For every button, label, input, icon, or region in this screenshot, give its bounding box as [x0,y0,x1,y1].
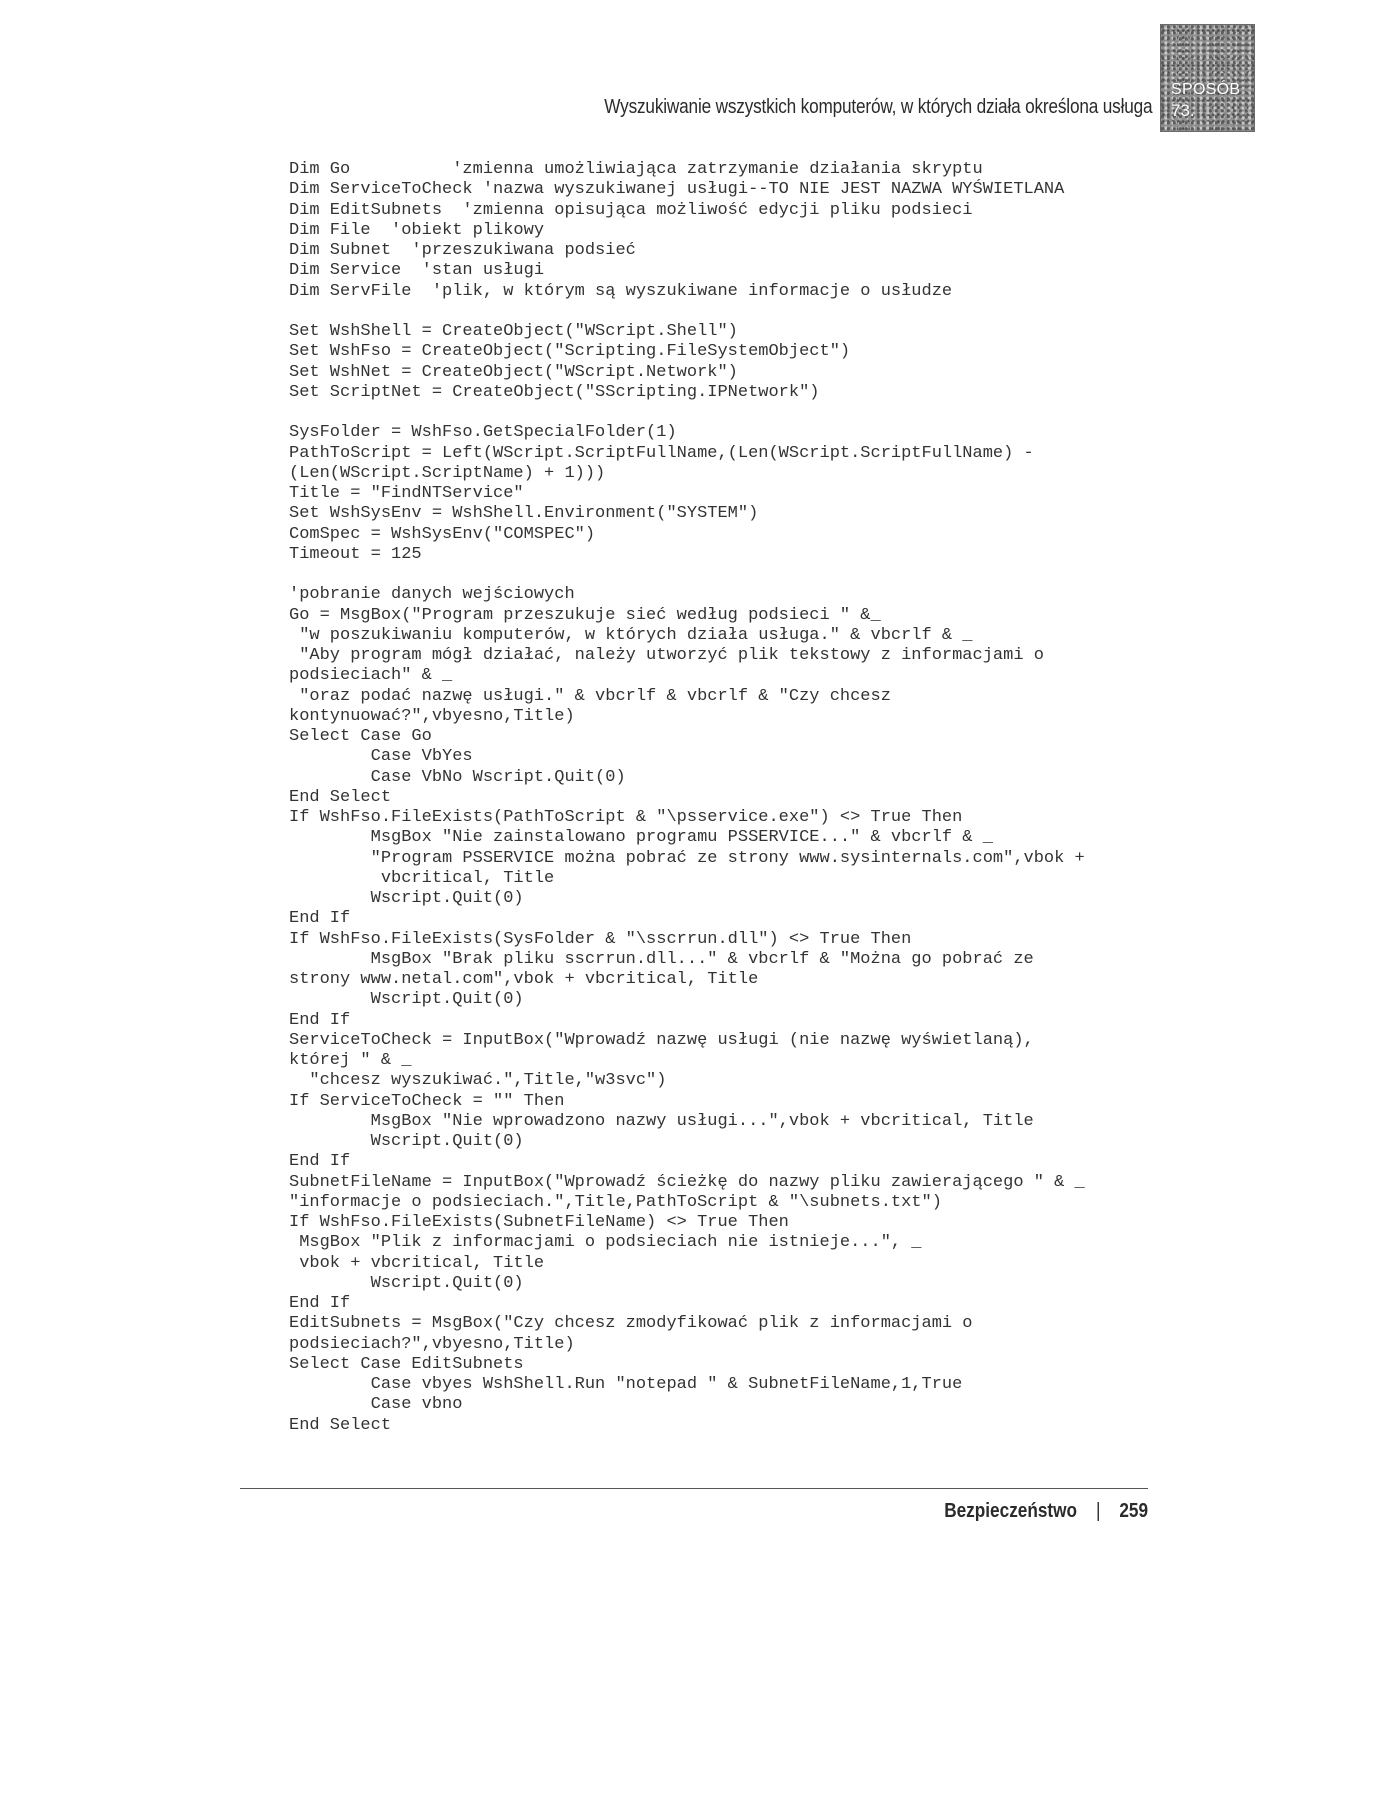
code-line: Set WshShell = CreateObject("WScript.Shell") [289,322,738,341]
hack-tab-label: SPOSÓB [1171,81,1241,98]
footer-section-title: Bezpieczeństwo [944,1500,1077,1522]
code-line: Dim ServFile 'plik, w którym są wyszukiwane informacje o usłudze [289,281,953,301]
code-line: "Aby program mógł działać, należy utworzyć plik tekstowy z informacjami o [289,646,1044,665]
code-line: End If [289,1152,351,1172]
code-line: Set ScriptNet = CreateObject("SScripting.IPNetwork") [289,382,820,402]
code-line: 'pobranie danych wejściowych [289,585,575,605]
code-line: ServiceToCheck = InputBox("Wprowadź nazwę usługi (nie nazwę wyświetlaną), [289,1030,1034,1050]
code-line: If WshFso.FileExists(SubnetFileName) <> True Then [289,1213,789,1232]
code-line: vbok + vbcritical, Title [289,1253,545,1273]
code-line: Set WshSysEnv = WshShell.Environment("SYSTEM") [289,504,759,524]
hack-tab-number: 73. [1171,101,1195,120]
code-line: (Len(WScript.ScriptName) + 1))) [289,463,606,483]
code-line: If WshFso.FileExists(PathToScript & "\psservice.exe") <> True Then [289,808,963,827]
code-line: Case VbNo Wscript.Quit(0) [289,767,626,787]
running-head-title: Wyszukiwanie wszystkich komputerów, w których działa określona usługa [603,96,1152,118]
code-line: End If [289,1294,351,1313]
code-line [289,302,1189,322]
code-line: Case vbyes WshShell.Run "notepad " & SubnetFileName,1,True [289,1375,963,1394]
code-line: End If [289,909,351,929]
code-line: Wscript.Quit(0) [289,1132,524,1151]
code-line: Dim ServiceToCheck 'nazwa wyszukiwanej usługi--TO NIE JEST NAZWA WYŚWIETLANA [289,180,1065,200]
code-line: Dim Service 'stan usługi [289,261,545,281]
code-line: SysFolder = WshFso.GetSpecialFolder(1) [289,423,677,443]
code-line: Dim EditSubnets 'zmienna opisująca możliwość edycji pliku podsieci [289,200,973,220]
code-line [289,403,1189,423]
code-line: Select Case Go [289,727,432,746]
code-line: ComSpec = WshSysEnv("COMSPEC") [289,524,596,544]
code-line: "informacje o podsieciach.",Title,PathToScript & "\subnets.txt") [289,1192,942,1212]
code-line: Title = "FindNTService" [289,484,524,503]
footer-divider [240,1488,1148,1489]
code-line: Set WshNet = CreateObject("WScript.Network") [289,362,738,382]
code-line: Set WshFso = CreateObject("Scripting.FileSystemObject") [289,342,851,362]
page-header [0,0,1400,140]
code-line: PathToScript = Left(WScript.ScriptFullName,(Len(WScript.ScriptFullName) - [289,443,1034,463]
footer-separator: | [1095,1500,1101,1522]
code-line: "oraz podać nazwę usługi." & vbcrlf & vbcrlf & "Czy chcesz [289,686,891,706]
code-line: "w poszukiwaniu komputerów, w których działa usługa." & vbcrlf & _ [289,625,973,645]
code-line: Case VbYes [289,747,473,767]
code-line: Dim Subnet 'przeszukiwana podsieć [289,241,636,260]
code-line: If WshFso.FileExists(SysFolder & "\sscrrun.dll") <> True Then [289,929,912,949]
code-line: Wscript.Quit(0) [289,889,524,908]
code-line: "Program PSSERVICE można pobrać ze strony www.sysinternals.com",vbok + [289,848,1085,868]
code-line: End Select [289,787,392,807]
code-line: której " & _ [289,1051,412,1070]
code-line: Dim Go 'zmienna umożliwiająca zatrzymanie działania skryptu [289,160,983,179]
code-line: MsgBox "Nie zainstalowano programu PSSERVICE..." & vbcrlf & _ [289,828,993,848]
code-line: Timeout = 125 [289,544,422,564]
hack-number-tab [1160,24,1255,132]
code-line: If ServiceToCheck = "" Then [289,1091,565,1111]
code-line: SubnetFileName = InputBox("Wprowadź ścieżkę do nazwy pliku zawierającego " & _ [289,1172,1085,1192]
code-line: Wscript.Quit(0) [289,1273,524,1293]
page-footer [944,1500,1148,1523]
code-line: MsgBox "Plik z informacjami o podsieciach nie istnieje...", _ [289,1233,922,1253]
code-line: End If [289,1010,351,1030]
code-line: vbcritical, Title [289,868,555,888]
code-line: MsgBox "Brak pliku sscrrun.dll..." & vbcrlf & "Można go pobrać ze [289,949,1034,969]
page-number: 259 [1119,1500,1148,1522]
code-line: End Select [289,1415,392,1435]
code-line: strony www.netal.com",vbok + vbcritical, Title [289,970,759,989]
code-line: Select Case EditSubnets [289,1354,524,1374]
code-line: kontynuować?",vbyesno,Title) [289,706,575,726]
code-line: Go = MsgBox("Program przeszukuje sieć według podsieci " &_ [289,605,881,625]
code-line: MsgBox "Nie wprowadzono nazwy usługi...",vbok + vbcritical, Title [289,1111,1034,1131]
code-listing [289,160,1189,1436]
code-line: Wscript.Quit(0) [289,990,524,1010]
code-line: "chcesz wyszukiwać.",Title,"w3svc") [289,1071,667,1091]
code-line [289,565,1189,585]
code-line: Dim File 'obiekt plikowy [289,220,545,240]
code-line: podsieciach" & _ [289,666,453,686]
code-line: EditSubnets = MsgBox("Czy chcesz zmodyfikować plik z informacjami o [289,1314,973,1334]
code-line: podsieciach?",vbyesno,Title) [289,1334,575,1354]
code-line: Case vbno [289,1395,463,1415]
